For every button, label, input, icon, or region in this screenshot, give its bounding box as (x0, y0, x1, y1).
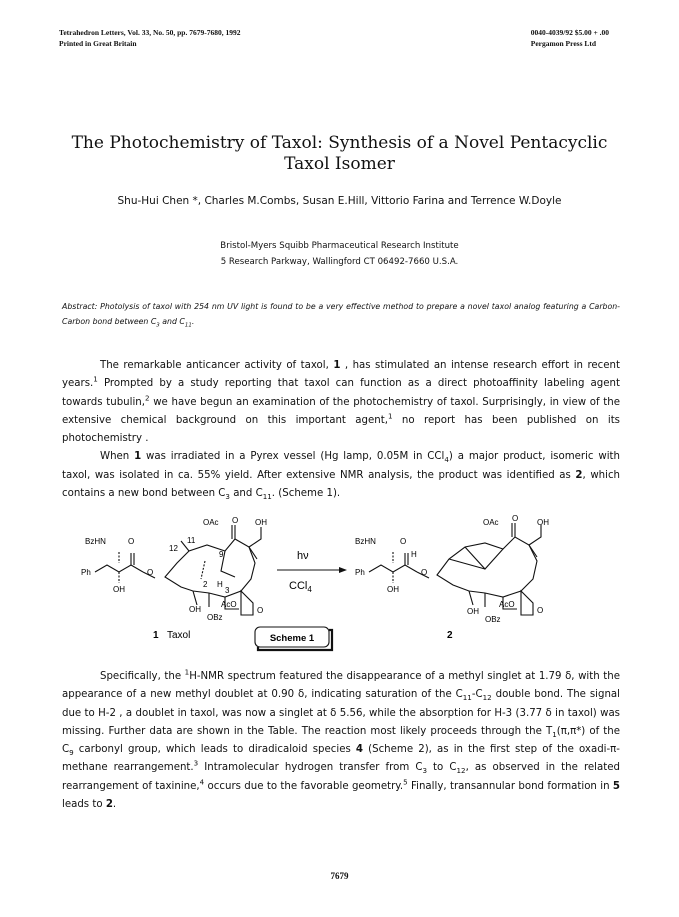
subscript: 12 (456, 766, 466, 776)
institute-name: Bristol-Myers Squibb Pharmaceutical Research Institute (220, 241, 459, 251)
epoxide-o-label: O (257, 606, 264, 615)
compound-number: 1 (153, 630, 159, 641)
body-text-results (62, 668, 620, 814)
text: and C (229, 488, 263, 500)
bzhn-label: BzHN (355, 537, 376, 546)
printed-line: Printed in Great Britain (59, 39, 137, 48)
subscript: 3 (422, 766, 427, 776)
text: (π,π*) of the C (62, 725, 620, 756)
citation-ref: 3 (193, 759, 199, 769)
text: leads to (62, 799, 106, 811)
text: double bond. The signal due to H-2 , a doublet in taxol, was now a singlet at δ 5.56, while the absorption for H-3 (3.77 δ in taxol) was missing. Further data are shown in the Table. The reaction most likely proceeds through the T (62, 689, 620, 737)
scheme-caption: Scheme 1 (269, 633, 315, 644)
subscript: 1 (552, 729, 557, 739)
subscript: 11 (262, 492, 272, 502)
light-condition: hν (297, 550, 309, 562)
text: H-NMR spectrum featured the disappearance of a methyl singlet at 1.79 δ, with the appearance of a new methyl doublet at 0.90 δ, indicating saturation of the C (62, 671, 620, 701)
text: occurs due to the favorable geometry. (204, 780, 404, 792)
ketone-o-label: O (512, 514, 519, 523)
subscript: 9 (69, 748, 74, 758)
aco-label: AcO (221, 600, 237, 609)
o-ester-label: O (421, 568, 428, 577)
reaction-arrow (277, 567, 347, 573)
compound-ref: 4 (355, 744, 363, 756)
obz-label: OBz (207, 613, 223, 622)
text: no report has been published on its photochemistry . (62, 414, 620, 445)
text: When (100, 451, 135, 463)
citation-ref: 2 (145, 393, 150, 403)
text: . (112, 799, 117, 811)
subscript: 4 (444, 455, 449, 465)
text: (Scheme 2), as in the first step of the oxadi-π-methane rearrangement. (62, 744, 620, 774)
publisher-name: Pergamon Press Ltd (530, 39, 597, 48)
text: Prompted by a study reporting that taxol can function as a direct photoaffinity labeling agent towards tubulin, (62, 378, 620, 408)
page-number: 7679 (330, 871, 349, 881)
institute-address: 5 Research Parkway, Wallingford CT 06492-7660 U.S.A. (220, 257, 459, 267)
c12-label: 12 (169, 544, 178, 553)
h-label: H (217, 580, 223, 589)
paragraph-2 (62, 448, 620, 503)
text: , as observed in the related rearrangement of taxinine, (62, 762, 620, 792)
oac-label: OAc (203, 518, 219, 527)
bzhn-label: BzHN (85, 537, 106, 546)
journal-line: Tetrahedron Letters, Vol. 33, No. 50, pp. 7679-7680, 1992 (59, 28, 241, 37)
abstract-label: Abstract: (62, 302, 98, 311)
abstract-text: . (191, 317, 195, 326)
abstract-text: and C (159, 317, 185, 326)
ph-label: Ph (81, 568, 91, 577)
superscript: 1 (184, 667, 190, 677)
text: . (Scheme 1). (271, 488, 341, 500)
citation-ref: 1 (93, 374, 98, 384)
oh-top-label: OH (255, 518, 267, 527)
o-ester-label: O (147, 568, 154, 577)
text: Intramolecular hydrogen transfer from C (198, 762, 423, 774)
journal-citation (59, 27, 240, 49)
product-structure (369, 523, 544, 615)
compound-ref: 1 (333, 360, 341, 371)
text: , which contains a new bond between C (62, 469, 621, 500)
scheme-1-figure (81, 514, 615, 655)
c3-label: 3 (225, 586, 230, 595)
c11-label: 11 (187, 536, 196, 545)
paragraph-3 (62, 668, 620, 814)
title-line-2: Taxol Isomer (284, 154, 395, 174)
compound-ref: 2 (105, 799, 113, 811)
subscript: 4 (307, 585, 312, 594)
aco-label: AcO (499, 600, 515, 609)
obz-label: OBz (485, 615, 501, 624)
text: carbonyl group, which leads to diradicaloid species (73, 744, 356, 756)
compound-ref: 2 (575, 469, 583, 481)
subscript: 12 (482, 693, 492, 703)
price-code: 0040-4039/92 $5.00 + .00 (530, 28, 609, 37)
o-label: O (400, 537, 407, 546)
abstract (62, 299, 620, 329)
compound-name: Taxol (167, 630, 191, 641)
c2-label: 2 (203, 580, 208, 589)
ph-label: Ph (355, 568, 365, 577)
citation-ref: 4 (199, 777, 205, 787)
text: The remarkable anticancer activity of taxol, (100, 360, 334, 371)
compound-ref: 5 (612, 780, 620, 792)
citation-ref: 5 (403, 777, 408, 787)
product-number: 2 (447, 630, 453, 641)
c9-label: 9 (219, 550, 224, 559)
oh-side-label: OH (387, 585, 399, 594)
solvent-condition (289, 580, 312, 594)
text: -C (471, 689, 483, 701)
subscript: 3 (156, 322, 160, 329)
abstract-text: Photolysis of taxol with 254 nm UV light is found to be a very effective method to prepare a novel taxol analog featuring a Carbon-Carbon bond between C (62, 302, 620, 326)
oh-bottom-label: OH (467, 607, 479, 616)
oh-bottom-label: OH (189, 605, 201, 614)
oh-top-label: OH (537, 518, 549, 527)
text: ) a major product, isomeric with taxol, was isolated in ca. 55% yield. After extensive NMR analysis, the product was identified as (62, 451, 620, 481)
paragraph-1 (62, 357, 620, 448)
subscript: 11 (462, 693, 472, 703)
text: , has stimulated an intense research effort in recent years. (62, 360, 620, 390)
publisher-code (531, 27, 609, 49)
citation-ref: 1 (387, 411, 393, 421)
title-line-1: The Photochemistry of Taxol: Synthesis of a Novel Pentacyclic (71, 133, 608, 153)
author-list: Shu-Hui Chen *, Charles M.Combs, Susan E.Hill, Vittorio Farina and Terrence W.Doyle (117, 195, 562, 207)
oh-side-label: OH (113, 585, 125, 594)
affiliation (40, 238, 639, 270)
ketone-o-label: O (232, 516, 239, 525)
paper-title (40, 133, 639, 175)
compound-ref: 1 (134, 451, 142, 463)
text: was irradiated in a Pyrex vessel (Hg lamp, 0.05M in CCl (141, 451, 445, 463)
o-label: O (128, 537, 135, 546)
oac-label: OAc (483, 518, 499, 527)
subscript: 11 (184, 322, 192, 329)
text: Specifically, the (100, 671, 185, 682)
h-label: H (411, 550, 417, 559)
text: we have begun an examination of the photochemistry of taxol. Surprisingly, in view of the extensive chemical background on this important agent, (62, 396, 620, 426)
body-text-intro (62, 357, 620, 503)
text: to C (426, 762, 457, 774)
epoxide-o-label: O (537, 606, 544, 615)
text: Finally, transannular bond formation in (407, 780, 613, 792)
subscript: 3 (225, 492, 230, 502)
solvent-text: CCl (289, 580, 308, 592)
